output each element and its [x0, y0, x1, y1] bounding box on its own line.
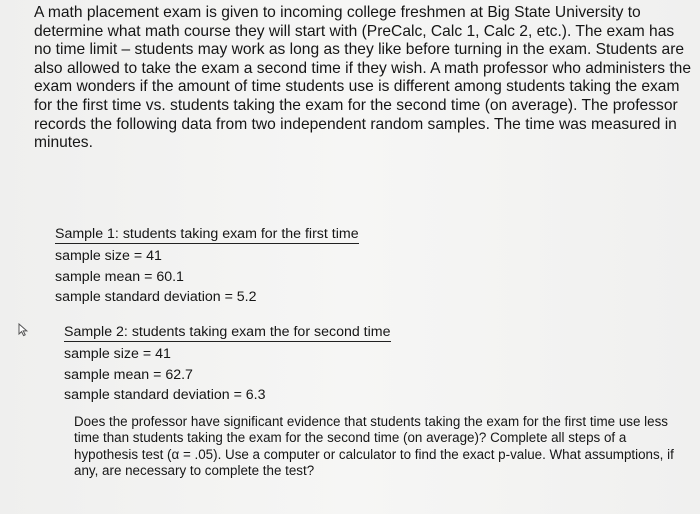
- sample-1-title: Sample 1: students taking exam for the first time: [55, 226, 359, 242]
- sample-1-block: [55, 224, 359, 308]
- sample-1-size: sample size = 41: [55, 248, 162, 264]
- sample-2-title: Sample 2: students taking exam the for second time: [64, 324, 391, 340]
- sample-2-size: sample size = 41: [64, 346, 171, 362]
- problem-intro: A math placement exam is given to incoming college freshmen at Big State University to determine what math course they will start with (PreCalc, Calc 1, Calc 2, etc.). The exam has no time limit – students may work as long as they like before turning in the exam. Students are also allowed to take the exam a second time if they wish. A math professor who administers the exam wonders if the amount of time students use is different among students taking the exam for the first time vs. students taking the exam for the second time (on average). The professor records the following data from two independent random samples. The time was measured in minutes.: [34, 4, 692, 152]
- sample-2-block: [64, 322, 391, 406]
- mouse-pointer-icon: [17, 323, 31, 337]
- sample-1-sd: sample standard deviation = 5.2: [55, 289, 257, 305]
- sample-2-mean: sample mean = 62.7: [64, 366, 193, 383]
- sample-2-sd: sample standard deviation = 6.3: [64, 387, 266, 403]
- problem-question: Does the professor have significant evidence that students taking the exam for the first time use less time than students taking the exam for the second time (on average)? Complete all steps of a hypothesis test (α = .05). Use a computer or calculator to find the exact p-value. What assumptions, if any, are necessary to complete the test?: [74, 414, 674, 479]
- sample-1-mean: sample mean = 60.1: [55, 268, 184, 285]
